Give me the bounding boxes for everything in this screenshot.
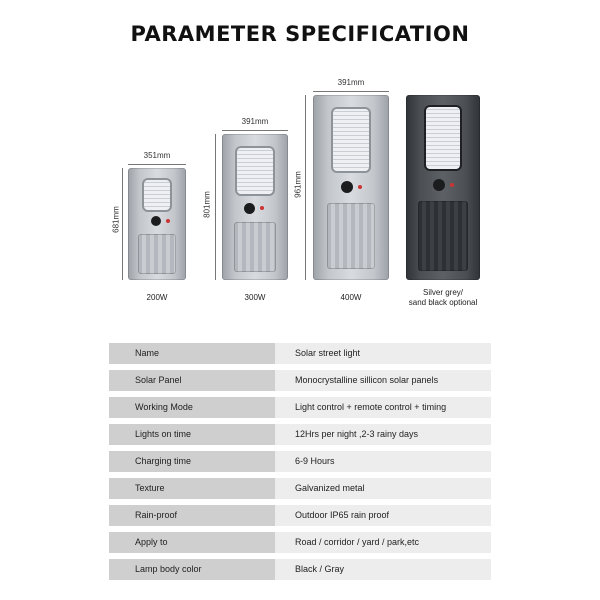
spec-value: Monocrystalline sillicon solar panels — [275, 370, 491, 391]
height-dimension-label: 681mm — [111, 206, 121, 233]
indicator-light — [450, 183, 454, 187]
height-dimension-label: 961mm — [293, 171, 303, 198]
height-dimension-line — [305, 95, 306, 280]
width-dimension-line — [222, 130, 288, 131]
page-title: PARAMETER SPECIFICATION — [130, 22, 470, 46]
lamp-image — [313, 95, 389, 280]
led-module — [333, 109, 369, 171]
battery-compartment — [138, 234, 176, 274]
battery-compartment — [327, 203, 375, 269]
sensor-icon — [151, 216, 161, 226]
spec-value: Black / Gray — [275, 559, 491, 580]
height-dimension-line — [122, 168, 123, 280]
led-module — [144, 180, 170, 210]
product-caption: 200W — [146, 293, 168, 302]
indicator-light — [260, 206, 264, 210]
spec-value: Light control + remote control + timing — [275, 397, 491, 418]
battery-compartment — [418, 201, 468, 271]
width-dimension-label: 391mm — [337, 78, 365, 87]
led-module — [426, 107, 460, 169]
spec-label: Texture — [109, 478, 275, 499]
table-row — [109, 505, 491, 526]
led-module — [237, 148, 273, 194]
battery-compartment — [234, 222, 276, 272]
table-row — [109, 559, 491, 580]
table-row — [109, 451, 491, 472]
caption-line: Silver grey/ — [422, 288, 463, 297]
width-dimension-label: 351mm — [143, 151, 171, 160]
spec-label: Solar Panel — [109, 370, 275, 391]
spec-value: Galvanized metal — [275, 478, 491, 499]
width-dimension-line — [128, 164, 186, 165]
lamp-image — [222, 134, 288, 280]
sensor-icon — [433, 179, 445, 191]
spec-table — [109, 343, 491, 586]
sensor-icon — [244, 203, 255, 214]
spec-label: Working Mode — [109, 397, 275, 418]
caption-line: sand black optional — [408, 298, 478, 307]
spec-label: Charging time — [109, 451, 275, 472]
sensor-icon — [341, 181, 353, 193]
spec-value: Outdoor IP65 rain proof — [275, 505, 491, 526]
table-row — [109, 424, 491, 445]
product-caption: 400W — [340, 293, 362, 302]
table-row — [109, 532, 491, 553]
spec-label: Rain-proof — [109, 505, 275, 526]
height-dimension-line — [215, 134, 216, 280]
indicator-light — [166, 219, 170, 223]
lamp-image — [406, 95, 480, 280]
lamp-image — [128, 168, 186, 280]
indicator-light — [358, 185, 362, 189]
spec-value: 12Hrs per night ,2-3 rainy days — [275, 424, 491, 445]
height-dimension-label: 801mm — [202, 191, 212, 218]
spec-value: Road / corridor / yard / park,etc — [275, 532, 491, 553]
spec-value: Solar street light — [275, 343, 491, 364]
width-dimension-label: 391mm — [241, 117, 269, 126]
table-row — [109, 343, 491, 364]
table-row — [109, 478, 491, 499]
product-caption: 300W — [244, 293, 266, 302]
product-caption — [396, 288, 490, 308]
spec-label: Apply to — [109, 532, 275, 553]
table-row — [109, 397, 491, 418]
spec-value: 6-9 Hours — [275, 451, 491, 472]
spec-label: Lamp body color — [109, 559, 275, 580]
width-dimension-line — [313, 91, 389, 92]
table-row — [109, 370, 491, 391]
spec-label: Name — [109, 343, 275, 364]
spec-label: Lights on time — [109, 424, 275, 445]
